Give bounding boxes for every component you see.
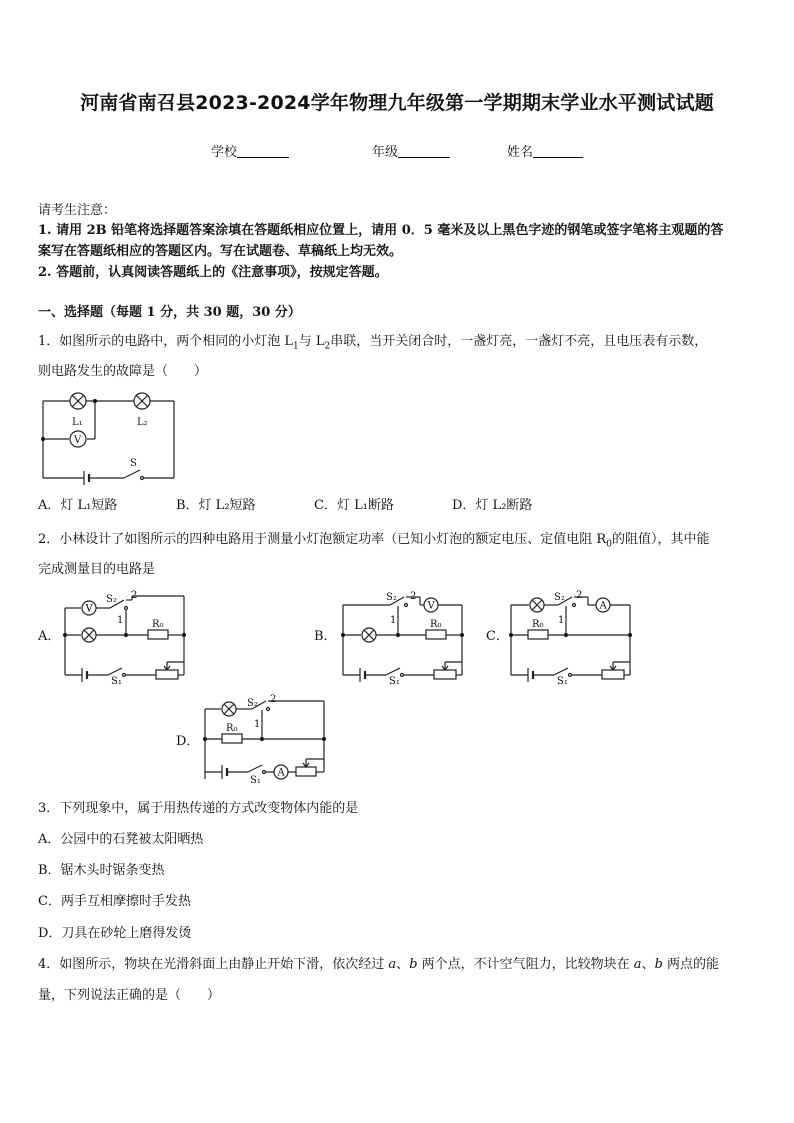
- svg-text:S: S: [130, 458, 137, 469]
- school-label: 学校: [211, 145, 238, 160]
- svg-text:S₁: S₁: [250, 775, 261, 786]
- svg-text:L₂: L₂: [137, 417, 148, 428]
- rheostat-icon: [434, 670, 456, 679]
- q1-option-a[interactable]: A．灯 L₁短路: [38, 498, 118, 513]
- svg-text:1: 1: [254, 719, 261, 730]
- svg-text:V: V: [74, 435, 82, 446]
- q2-stem-line1: 2．小林设计了如图所示的四种电路用于测量小灯泡额定功率（已知小灯泡的额定电压、定值电阻 $R_0$的阻值），其中能: [38, 532, 710, 550]
- notes-line1a: 1. 请用 2B 铅笔将选择题答案涂填在答题纸相应位置上，请用 0．5 毫米及以上黑色字迹的钢笔或签字笔将主观题的答: [38, 223, 724, 238]
- switch-s1-icon: [248, 765, 262, 772]
- svg-text:2: 2: [270, 694, 277, 705]
- school-blank: [237, 144, 289, 158]
- svg-text:2: 2: [131, 590, 138, 601]
- svg-text:R₀: R₀: [532, 619, 544, 630]
- q2-stem-line2: 完成测量目的电路是: [38, 562, 156, 577]
- svg-text:S₂: S₂: [247, 698, 258, 709]
- svg-text:2: 2: [410, 591, 417, 602]
- notes-line1b: 案写在答题纸相应的答题区内。写在试题卷、草稿纸上均无效。: [38, 244, 403, 259]
- q2-circuit-c: [506, 590, 636, 685]
- svg-text:S₂: S₂: [106, 594, 117, 605]
- q2-circuit-a: [60, 590, 190, 685]
- q2-option-c-label[interactable]: C．: [486, 629, 509, 644]
- switch-s1-icon: [108, 668, 122, 675]
- svg-text:V: V: [427, 600, 435, 612]
- svg-text:A: A: [277, 767, 285, 779]
- svg-text:1: 1: [558, 615, 565, 626]
- svg-text:S₂: S₂: [554, 592, 565, 603]
- name-label: 姓名: [507, 145, 534, 160]
- rheostat-icon: [296, 767, 316, 776]
- svg-text:V: V: [85, 603, 93, 615]
- svg-text:S₁: S₁: [111, 676, 122, 687]
- svg-text:2: 2: [576, 590, 583, 601]
- q2-circuit-d: [200, 694, 330, 789]
- svg-text:A: A: [599, 600, 607, 612]
- resistor-r0: [148, 630, 168, 639]
- q3-option-d[interactable]: D．刀具在砂轮上磨得发烫: [38, 926, 192, 941]
- svg-text:S₁: S₁: [389, 676, 400, 687]
- switch-s1-icon: [386, 668, 400, 675]
- q1-stem-line1: 1．如图所示的电路中，两个相同的小灯泡 $L_1$与 $L_2$串联，当开关闭合时，一盏灯亮，一盏灯不亮，且电压表有示数，: [38, 334, 708, 352]
- resistor-r0: [222, 734, 242, 743]
- q1-option-d[interactable]: D．灯 L₂断路: [452, 498, 533, 513]
- q1-circuit-diagram: [38, 390, 178, 485]
- q3-option-b[interactable]: B．锯木头时锯条变热: [38, 863, 165, 878]
- svg-text:S₁: S₁: [557, 676, 568, 687]
- q2-circuit-b: [338, 590, 468, 685]
- switch-s1-icon: [554, 668, 568, 675]
- svg-text:S₂: S₂: [386, 592, 397, 603]
- q2-option-a-label[interactable]: A．: [38, 629, 61, 644]
- rheostat-icon: [602, 670, 624, 679]
- grade-field: [372, 141, 450, 160]
- rheostat-icon: [156, 670, 178, 679]
- resistor-r0: [426, 630, 446, 639]
- svg-text:1: 1: [390, 615, 397, 626]
- svg-text:R₀: R₀: [226, 723, 238, 734]
- q1-option-c[interactable]: C．灯 L₁断路: [314, 498, 394, 513]
- switch-s-icon: [124, 470, 140, 478]
- q3-option-a[interactable]: A．公园中的石凳被太阳晒热: [38, 832, 204, 847]
- q3-option-c[interactable]: C．两手互相摩擦时手发热: [38, 894, 191, 909]
- svg-text:R₀: R₀: [430, 619, 442, 630]
- grade-label: 年级: [372, 145, 399, 160]
- name-field: [507, 141, 583, 160]
- q2-option-d-label[interactable]: D．: [176, 734, 200, 749]
- grade-blank: [398, 144, 450, 158]
- resistor-r0: [528, 630, 548, 639]
- q3-stem: 3．下列现象中，属于用热传递的方式改变物体内能的是: [38, 801, 359, 816]
- q2-option-b-label[interactable]: B．: [314, 629, 337, 644]
- q4-stem-line1: 4．如图所示，物块在光滑斜面上由静止开始下滑，依次经过 a、b 两个点，不计空气阻力，比较物块在 a、b 两点的能: [38, 957, 720, 972]
- q4-stem-line2: 量，下列说法正确的是（ ）: [38, 988, 221, 1003]
- school-field: [211, 141, 289, 160]
- svg-text:R₀: R₀: [152, 619, 164, 630]
- svg-text:L₁: L₁: [72, 417, 83, 428]
- notes-line2: 2. 答题前，认真阅读答题纸上的《注意事项》，按规定答题。: [38, 265, 388, 280]
- notes-heading: 请考生注意：: [38, 203, 117, 218]
- q1-stem-line2: 则电路发生的故障是（ ）: [38, 364, 208, 379]
- name-blank: [533, 144, 583, 158]
- svg-text:1: 1: [117, 615, 124, 626]
- q1-option-b[interactable]: B．灯 L₂短路: [176, 498, 256, 513]
- section-heading: 一、选择题（每题 1 分，共 30 题，30 分）: [38, 305, 301, 320]
- page-title: 河南省南召县2023-2024学年物理九年级第一学期期末学业水平测试试题: [80, 92, 714, 114]
